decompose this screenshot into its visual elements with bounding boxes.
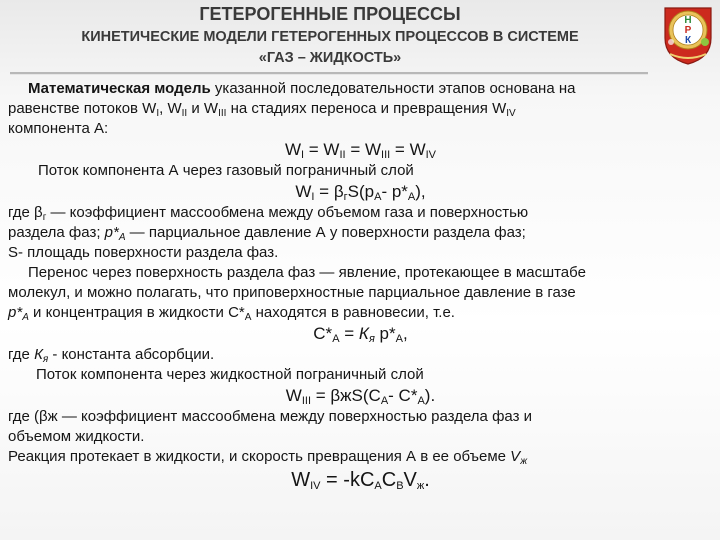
logo-letter-n: Н xyxy=(684,15,692,26)
term-math-model: Математическая модель xyxy=(28,80,211,97)
text-line: $р*_A$ и концентрация в жидкости $С*_A$ находятся в равновесии, т.е. xyxy=(8,304,455,323)
text-line: Реакция протекает в жидкости, и скорость превращения А в ее объеме $V_ж$ xyxy=(8,448,528,467)
logo-letter-k: К xyxy=(684,35,692,46)
equation-liquid-flux: $W_{III} = \beta жS(С_A-$ $С*_A$). xyxy=(285,386,436,407)
text-line: объемом жидкости. xyxy=(8,428,145,445)
text-line: где (βж — коэффициент массообмена между поверхностью раздела фаз и xyxy=(8,408,533,425)
page-subtitle xyxy=(0,27,660,69)
equation-reaction-rate: $W_{IV} = -kС_AС_BV_ж$. xyxy=(291,469,430,492)
university-logo xyxy=(661,2,715,66)
page-title: ГЕТЕРОГЕННЫЕ ПРОЦЕССЫ xyxy=(199,4,461,24)
subtitle-line-1: КИНЕТИЧЕСКИЕ МОДЕЛИ ГЕТЕРОГЕННЫХ ПРОЦЕССОВ В СИСТЕМЕ xyxy=(81,29,579,45)
text-line: Поток компонента через жидкостной пограничный слой xyxy=(36,366,424,383)
text-line: Поток компонента А через газовый пограничный слой xyxy=(38,162,414,179)
equation-equilibrium: $С*_A = К_я$ $р*_A$, xyxy=(313,324,408,345)
text-line: Перенос через поверхность раздела фаз — явление, протекающее в масштабе xyxy=(28,264,586,281)
text-line: раздела фаз; $р*_A$ — парциальное давление А у поверхности раздела фаз; xyxy=(8,224,526,243)
equation-flux-balance: $W_I = W_{II} = W_{III} = W_{IV}$ xyxy=(284,140,437,161)
slide-body xyxy=(8,79,713,493)
text-line: где $\beta_г$ — коэффициент массообмена между объемом газа и поверхностью xyxy=(8,204,529,223)
title-divider xyxy=(10,72,648,75)
text-line: молекул, и можно полагать, что приповерхностные парциальное давление в газе xyxy=(8,284,576,301)
text-line: S- площадь поверхности раздела фаз. xyxy=(8,244,279,261)
text-line: компонента А: xyxy=(8,120,109,137)
text-line: равенстве потоков $W_I$, $W_{II}$ и $W_{III}$ на стадиях переноса и превращения $W_{IV}$ xyxy=(8,100,516,119)
text-line: Математическая модель указанной последовательности этапов основана на xyxy=(28,80,576,97)
equation-gas-flux: $W_I = \beta_гS(p_A-$ $p*_A$), xyxy=(295,182,426,203)
text-line: где $К_я$ - константа абсорбции. xyxy=(8,346,215,365)
logo-letter-r: Р xyxy=(684,25,692,36)
subtitle-line-2: «ГАЗ – ЖИДКОСТЬ» xyxy=(258,50,402,66)
